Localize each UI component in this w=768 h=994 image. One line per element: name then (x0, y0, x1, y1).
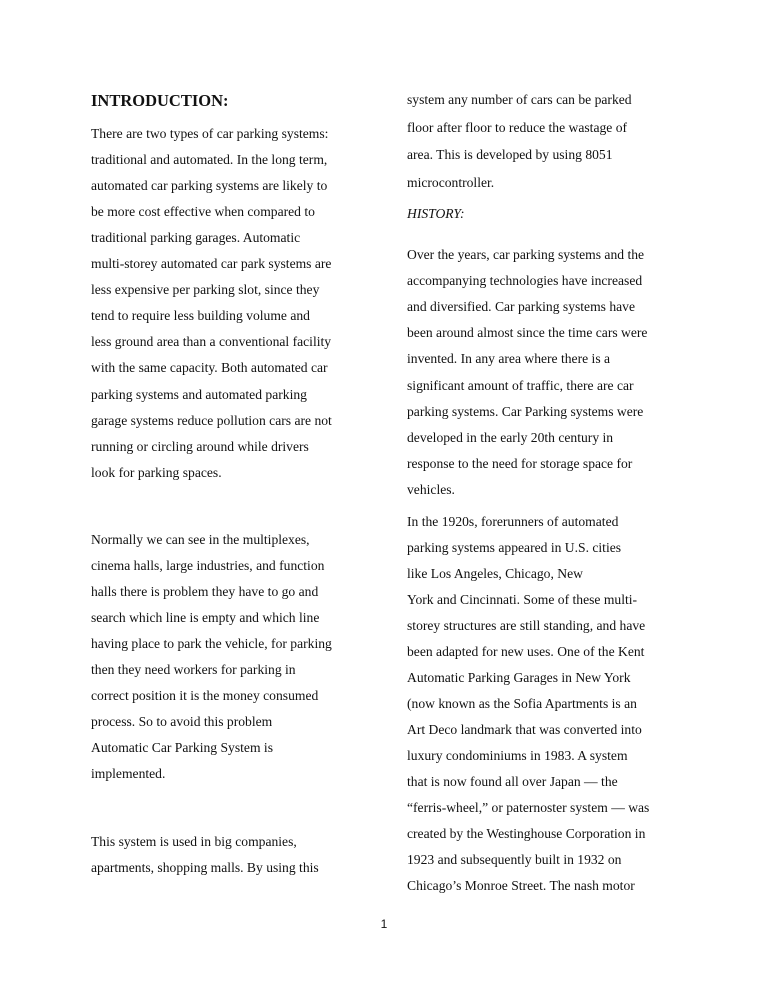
history-paragraph-line: Over the years, car parking systems and the (407, 247, 645, 262)
history-paragraph-line: (now known as the Sofia Apartments is an (407, 696, 637, 711)
history-paragraph-line: In the 1920s, forerunners of automated (407, 514, 619, 529)
history-paragraph-line: like Los Angeles, Chicago, New (407, 566, 583, 581)
history-heading: HISTORY: (407, 206, 465, 221)
intro-paragraph-line: tend to require less building volume and (91, 308, 310, 324)
intro-paragraph-line: garage systems reduce pollution cars are not (91, 412, 332, 428)
history-paragraph-line: created by the Westinghouse Corporation in (407, 826, 646, 841)
intro-paragraph-line: multi-storey automated car park systems are (91, 256, 332, 272)
page-number: 1 (380, 917, 388, 931)
intro-paragraph-line: less expensive per parking slot, since they (91, 282, 320, 298)
history-paragraph-line: Chicago’s Monroe Street. The nash motor (407, 878, 635, 893)
intro-paragraph-line: automated car parking systems are likely to (91, 178, 328, 194)
history-paragraph-line: vehicles. (407, 481, 455, 497)
intro-paragraph-line: process. So to avoid this problem (91, 714, 273, 730)
continuation-paragraph-line: system any number of cars can be parked (407, 92, 632, 107)
intro-paragraph-line: apartments, shopping malls. By using this (91, 860, 319, 876)
history-paragraph-line: Art Deco landmark that was converted into (407, 722, 642, 737)
history-paragraph-line: luxury condominiums in 1983. A system (407, 748, 628, 763)
intro-paragraph-line: Automatic Car Parking System is (91, 740, 273, 756)
intro-paragraph-line: be more cost effective when compared to (91, 204, 315, 220)
history-paragraph-line: response to the need for storage space for (407, 455, 633, 471)
intro-paragraph-line: Normally we can see in the multiplexes, (91, 532, 310, 547)
intro-paragraph-line: parking systems and automated parking (91, 386, 307, 402)
history-paragraph-line: Automatic Parking Garages in New York (407, 670, 631, 685)
history-paragraph-line: 1923 and subsequently built in 1932 on (407, 852, 622, 867)
intro-paragraph-line: less ground area than a conventional facility (91, 334, 332, 350)
history-paragraph-line: “ferris-wheel,” or paternoster system — was (407, 800, 650, 815)
history-paragraph-line: developed in the early 20th century in (407, 429, 614, 445)
history-paragraph-line: storey structures are still standing, and have (407, 618, 646, 633)
intro-paragraph-line: correct position it is the money consumed (91, 688, 319, 704)
intro-paragraph-line: halls there is problem they have to go and (91, 584, 319, 600)
intro-paragraph-line: This system is used in big companies, (91, 834, 297, 849)
intro-paragraph-line: There are two types of car parking systems: (91, 126, 329, 141)
intro-paragraph-line: with the same capacity. Both automated car (91, 360, 328, 376)
history-paragraph-line: parking systems appeared in U.S. cities (407, 540, 622, 555)
intro-paragraph-line: having place to park the vehicle, for parking (91, 636, 332, 652)
intro-paragraph-line: traditional and automated. In the long term, (91, 152, 328, 168)
history-paragraph-line: parking systems. Car Parking systems were (407, 403, 644, 419)
history-paragraph-line: been around almost since the time cars were (407, 325, 648, 341)
history-paragraph-line: been adapted for new uses. One of the Kent (407, 644, 645, 659)
intro-paragraph-line: look for parking spaces. (91, 464, 222, 480)
introduction-heading: INTRODUCTION: (91, 91, 229, 110)
intro-paragraph-line: then they need workers for parking in (91, 662, 296, 678)
intro-paragraph-line: traditional parking garages. Automatic (91, 230, 301, 246)
intro-paragraph-line: implemented. (91, 766, 166, 782)
history-paragraph-line: that is now found all over Japan — the (407, 774, 618, 789)
history-paragraph-line: significant amount of traffic, there are car (407, 377, 634, 393)
history-paragraph-line: invented. In any area where there is a (407, 351, 611, 367)
history-paragraph-line: accompanying technologies have increased (407, 273, 643, 289)
intro-paragraph-line: search which line is empty and which line (91, 610, 320, 626)
history-paragraph-line: and diversified. Car parking systems have (407, 299, 636, 315)
intro-paragraph-line: running or circling around while drivers (91, 438, 309, 454)
continuation-paragraph-line: area. This is developed by using 8051 (407, 147, 613, 162)
continuation-paragraph-line: floor after floor to reduce the wastage of (407, 119, 628, 135)
history-paragraph-line: York and Cincinnati. Some of these multi- (407, 592, 638, 607)
continuation-paragraph-line: microcontroller. (407, 174, 495, 190)
intro-paragraph-line: cinema halls, large industries, and function (91, 558, 325, 574)
